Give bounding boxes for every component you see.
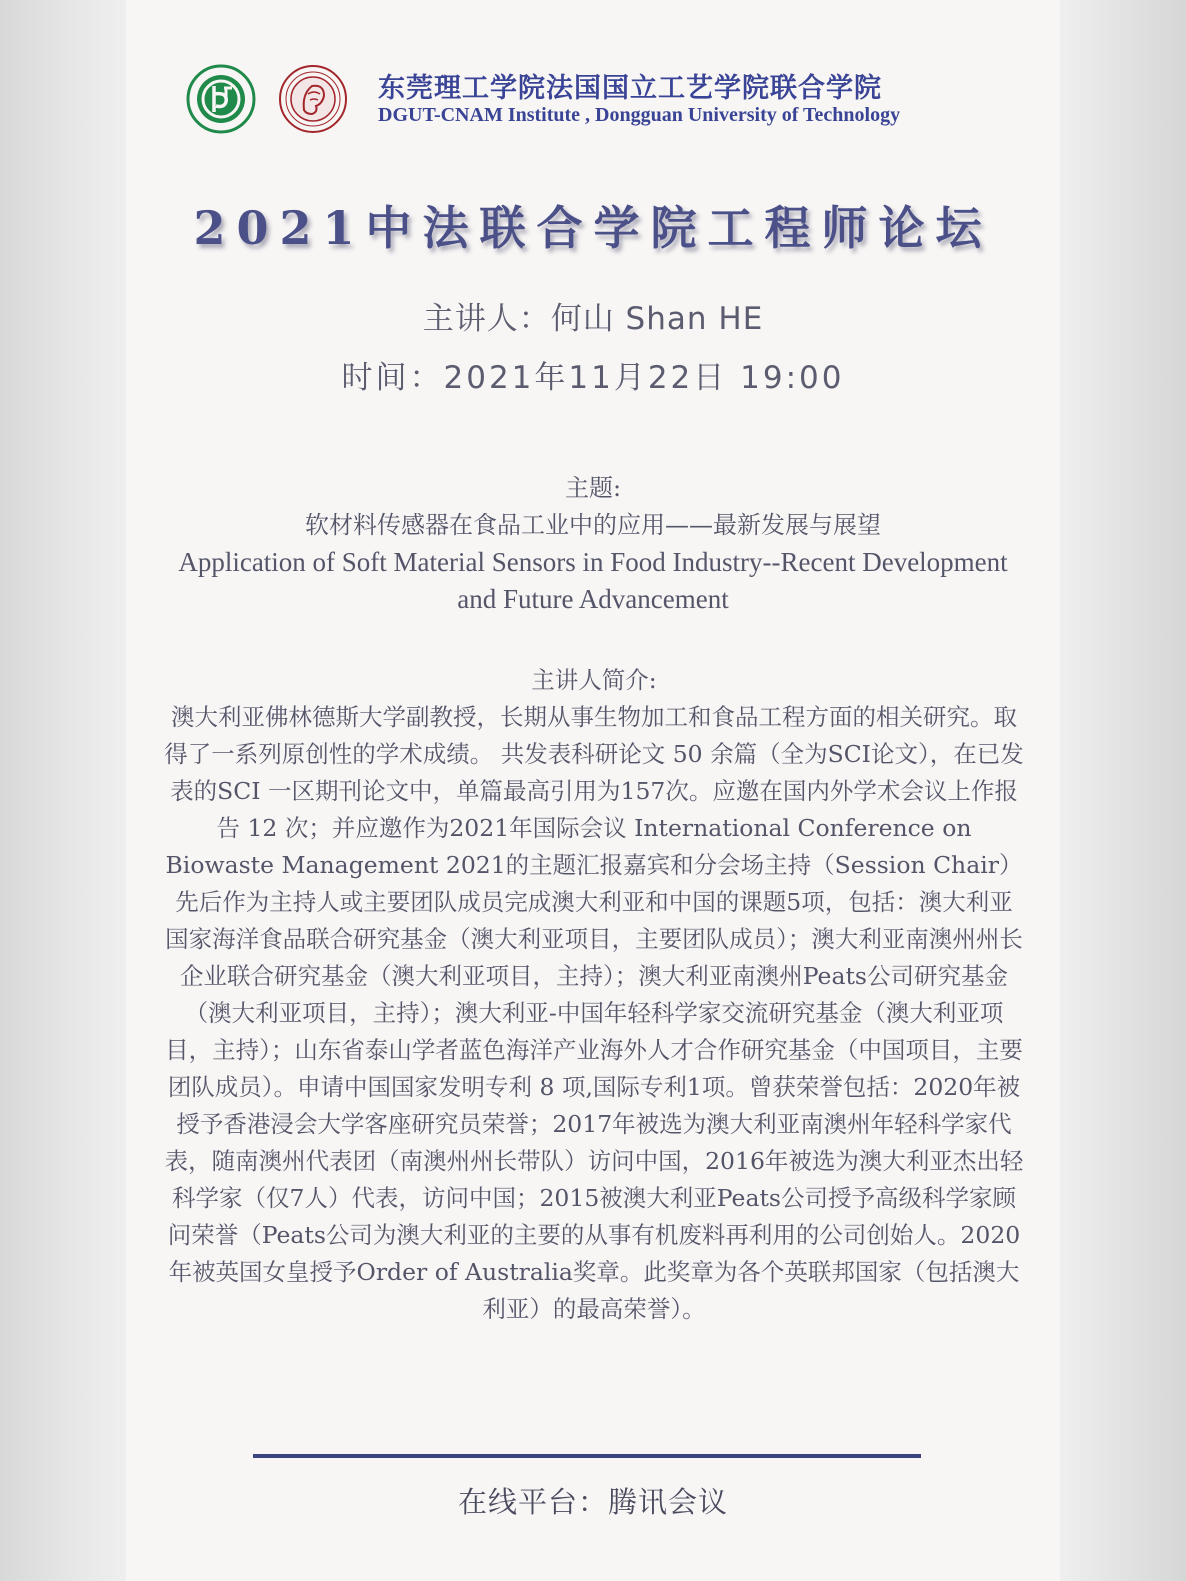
dgut-emblem-icon xyxy=(186,64,256,134)
divider xyxy=(253,1454,921,1458)
institute-name-en: DGUT-CNAM Institute , Dongguan University of Technology xyxy=(378,104,901,126)
background-right xyxy=(1060,0,1186,1581)
header xyxy=(186,56,1006,136)
poster xyxy=(126,0,1060,1581)
cnam-emblem-icon xyxy=(278,64,348,134)
topic-title-cn: 软材料传感器在食品工业中的应用——最新发展与展望 xyxy=(305,511,881,539)
institute-name-cn: 东莞理工学院法国国立工艺学院联合学院 xyxy=(378,73,882,104)
speaker-bio-section xyxy=(164,662,1024,1328)
topic-title-en: Application of Soft Material Sensors in Food Industry--Recent Development and Future Advancement xyxy=(178,547,1008,614)
speaker-line: 主讲人：何山 Shan HE xyxy=(422,301,764,337)
background-left xyxy=(0,0,126,1581)
online-platform: 在线平台：腾讯会议 xyxy=(457,1485,728,1519)
topic-label: 主题: xyxy=(564,474,622,502)
topic-section xyxy=(166,470,1020,618)
bio-label: 主讲人简介: xyxy=(531,666,657,694)
time-line: 时间：2021年11月22日 19:00 xyxy=(341,360,845,396)
page-title: 2021中法联合学院工程师论坛 xyxy=(193,201,993,255)
bio-text: 澳大利亚佛林德斯大学副教授，长期从事生物加工和食品工程方面的相关研究。取得了一系列原创性的学术成绩。 共发表科研论文 50 余篇（全为SCI论文），在已发表的SCI 一区期刊论文中，单篇最高引用为157次。应邀在国内外学术会议上作报告 12 次；并应邀作为2021年国际会议 International Conference on Biowaste Management 2021的主题汇报嘉宾和分会场主持（Session Chair） 先后作为主持人或主要团队成员完成澳大利亚和中国的课题5项，包括：澳大利亚国家海洋食品联合研究基金（澳大利亚项目，主要团队成员）；澳大利亚南澳州州长企业联合研究基金（澳大利亚项目，主持）；澳大利亚南澳州Peats公司研究基金（澳大利亚项目，主持）；澳大利亚-中国年轻科学家交流研究基金（澳大利亚项目，主持）；山东省泰山学者蓝色海洋产业海外人才合作研究基金（中国项目，主要团队成员）。申请中国国家发明专利 8 项,国际专利1项。曾获荣誉包括：2020年被授予香港浸会大学客座研究员荣誉；2017年被选为澳大利亚南澳州年轻科学家代表，随南澳州代表团（南澳州州长带队）访问中国，2016年被选为澳大利亚杰出轻科学家（仅7人）代表，访问中国；2015被澳大利亚Peats公司授予高级科学家顾问荣誉（Peats公司为澳大利亚的主要的从事有机废料再利用的公司创始人。2020年被英国女皇授予Order of Australia奖章。此奖章为各个英联邦国家（包括澳大利亚）的最高荣誉）。 xyxy=(164,703,1024,1323)
